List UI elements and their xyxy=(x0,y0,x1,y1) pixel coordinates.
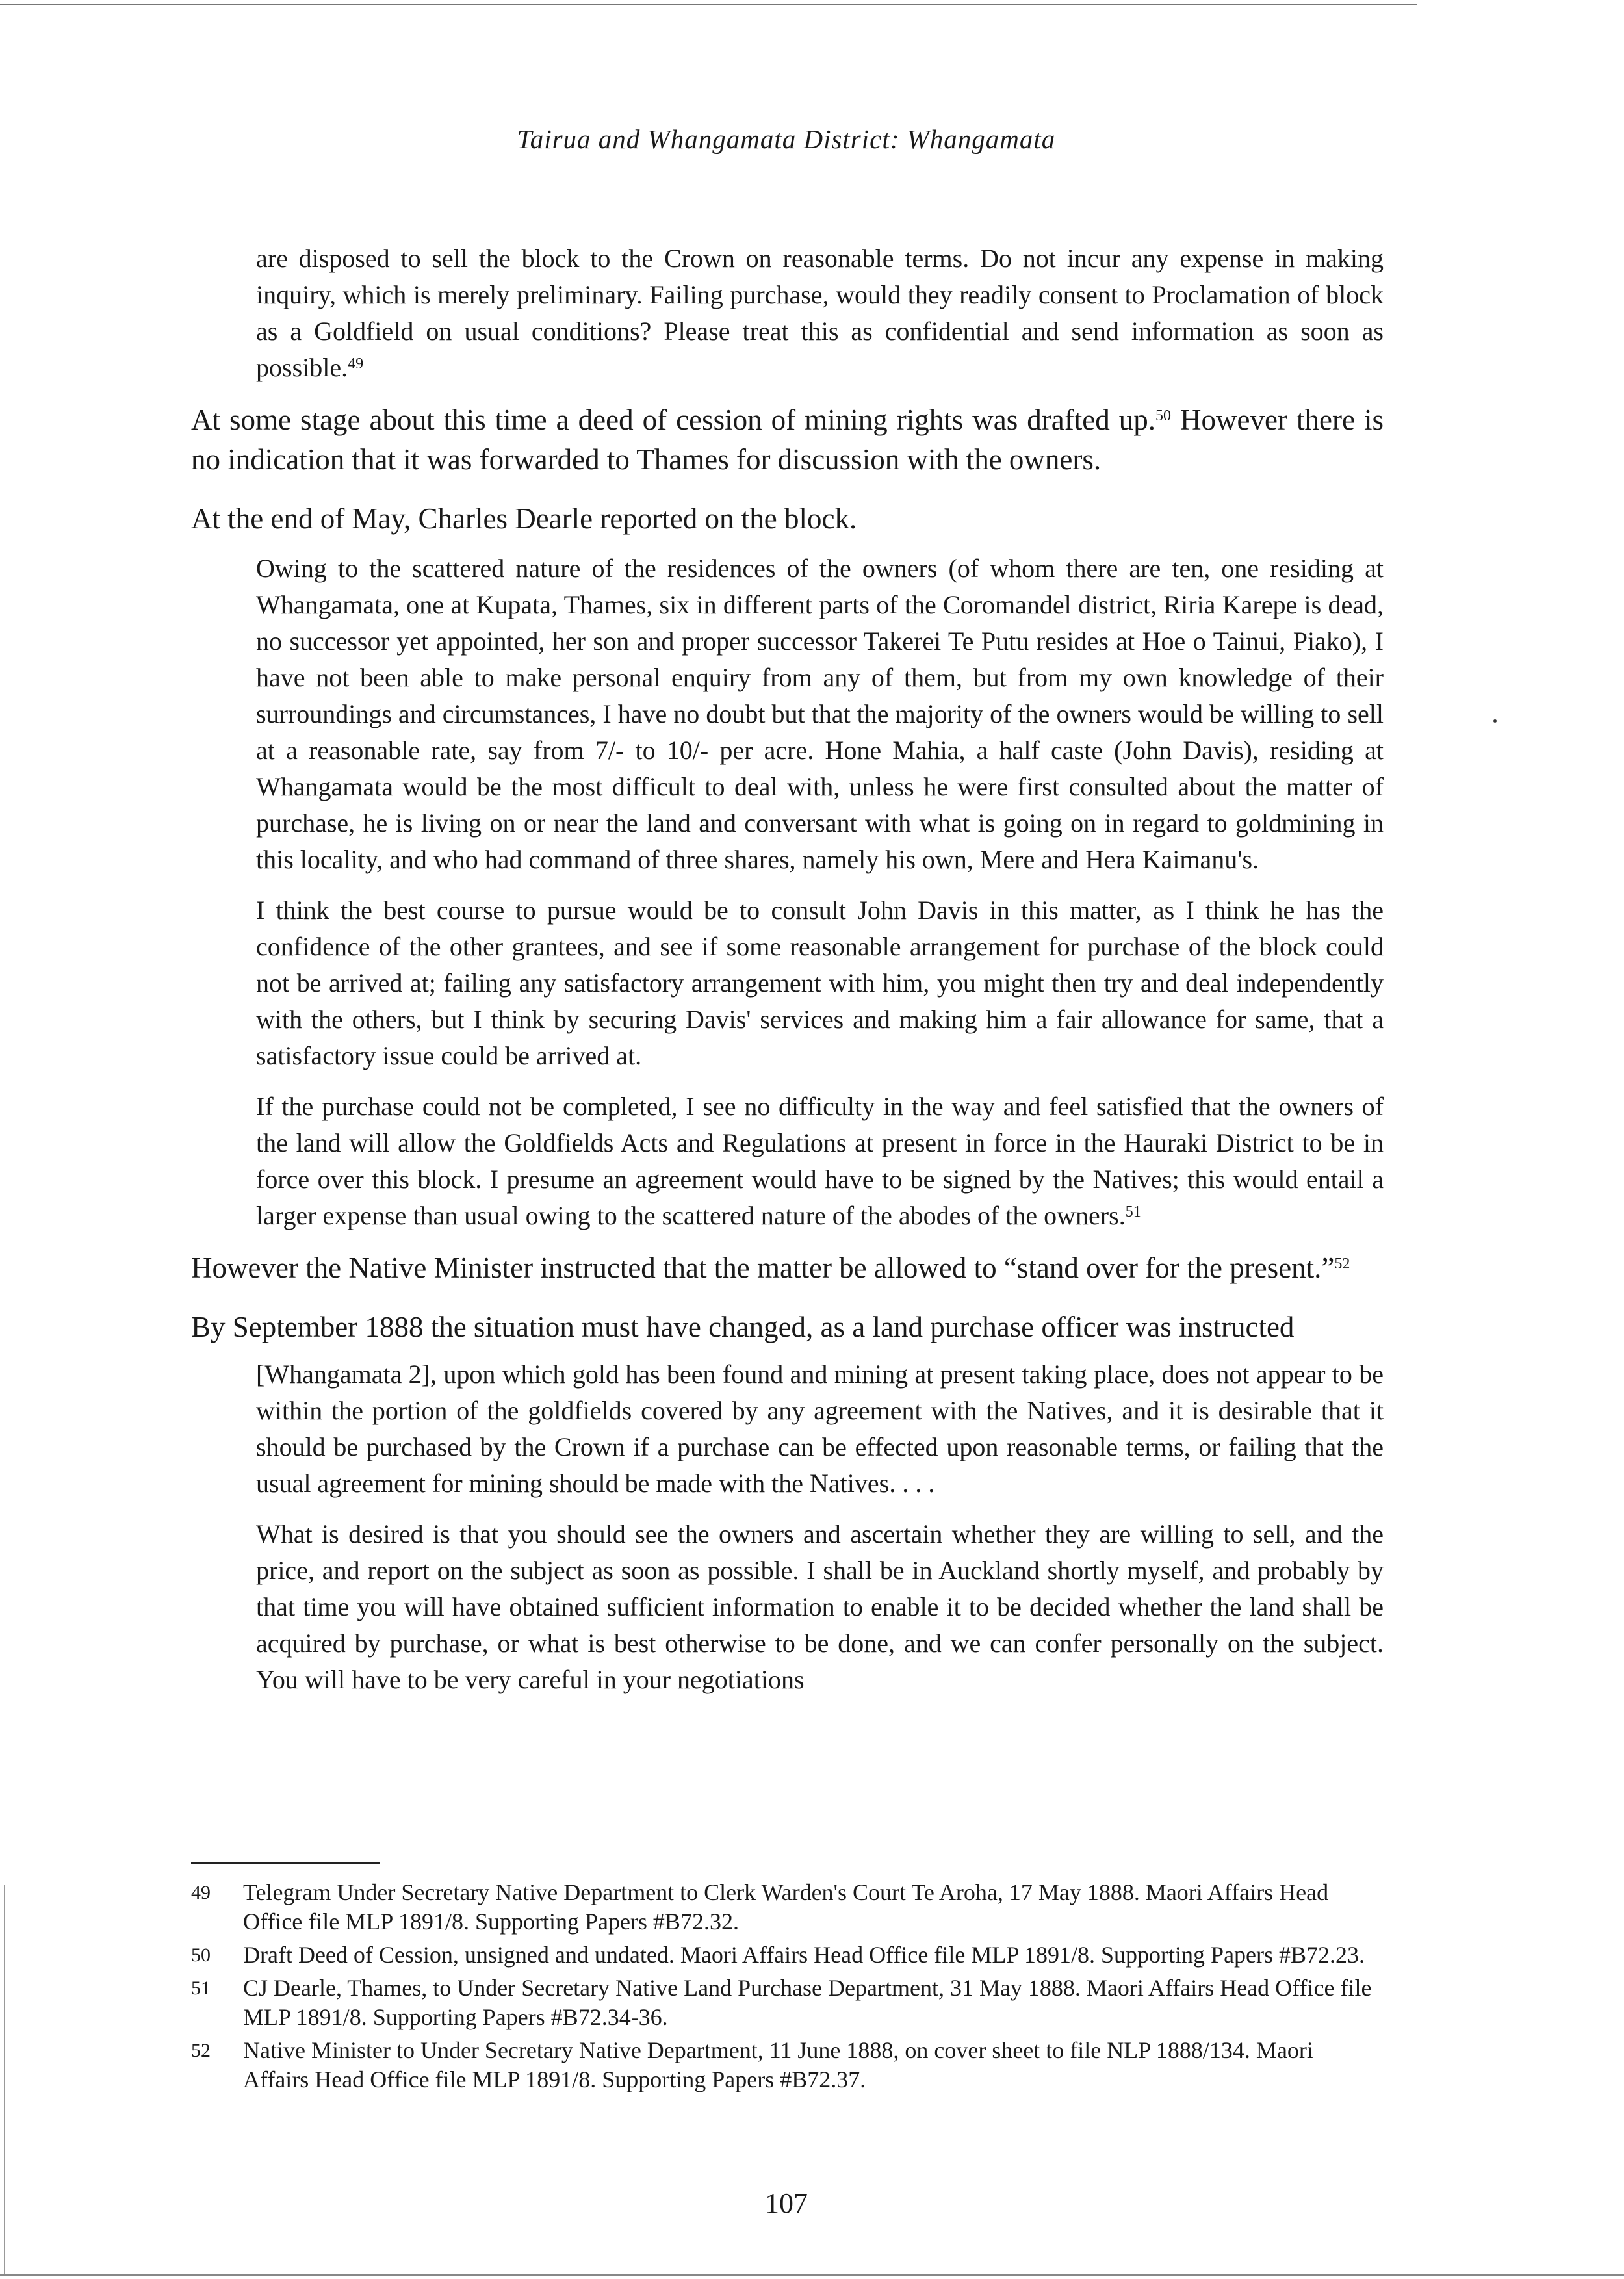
footnote xyxy=(191,2036,1384,2094)
footnote xyxy=(191,1878,1384,1937)
main-text xyxy=(191,240,1384,1712)
footnote-ref: 50 xyxy=(1155,407,1171,424)
block-quote xyxy=(256,1356,1384,1698)
bottom-rule xyxy=(0,2274,1624,2276)
paragraph: By September 1888 the situation must have changed, as a land purchase officer was instructed xyxy=(191,1311,1295,1343)
footnote xyxy=(191,1974,1384,2032)
footnote-number: 51 xyxy=(191,1977,211,1999)
page-number: 107 xyxy=(765,2187,808,2219)
footnote-rule xyxy=(191,1862,380,1864)
quote-paragraph: I think the best course to pursue would be to consult John Davis in this matter, as I think he has the confidence of the other grantees, and see if some reasonable arrangement for purchase of the block could not be arrived at; failing any satisfactory arrangement with him, you might then try and deal independently with the others, but I think by securing Davis' services and making him a fair allowance for same, that a satisfactory issue could be arrived at. xyxy=(256,895,1384,1070)
footnote-text: CJ Dearle, Thames, to Under Secretary Native Land Purchase Department, 31 May 1888. Maori Affairs Head Office file MLP 1891/8. Supporting Papers #B72.34-36. xyxy=(243,1975,1372,2030)
paragraph: At the end of May, Charles Dearle reported on the block. xyxy=(191,502,857,535)
paragraph-text: However the Native Minister instructed that the matter be allowed to “stand over for the present.” xyxy=(191,1252,1335,1284)
quote-text: are disposed to sell the block to the Crown on reasonable terms. Do not incur any expense in making inquiry, which is merely preliminary. Failing purchase, would they readily consent to Proclamation of block as a Goldfield on usual conditions? Please treat this as confidential and send information as soon as possible. xyxy=(256,244,1384,382)
quote-paragraph: [Whangamata 2], upon which gold has been found and mining at present taking place, does not appear to be within the portion of the goldfields covered by any agreement with the Natives, and it is desirable that it should be purchased by the Crown if a purchase can be effected upon reasonable terms, or failing that the usual agreement for mining should be made with the Natives. . . . xyxy=(256,1359,1384,1498)
paragraph xyxy=(191,400,1384,480)
footnote-ref: 51 xyxy=(1125,1204,1141,1220)
footnote-number: 50 xyxy=(191,1944,211,1966)
footnote-text: Native Minister to Under Secretary Native Department, 11 June 1888, on cover sheet to file NLP 1888/134. Maori Affairs Head Office file MLP 1891/8. Supporting Papers #B72.37. xyxy=(243,2037,1313,2092)
quote-paragraph: Owing to the scattered nature of the residences of the owners (of whom there are ten, one residing at Whangamata, one at Kupata, Thames, six in different parts of the Coromandel district, Riria Karepe is dead, no successor yet appointed, her son and proper successor Takerei Te Putu resides at Hoe o Tainui, Piako), I have not been able to make personal enquiry from any of them, but from my own knowledge of their surroundings and circumstances, I have no doubt but that the majority of the owners would be willing to sell at a reasonable rate, say from 7/- to 10/- per acre. Hone Mahia, a half caste (John Davis), residing at Whangamata would be the most difficult to deal with, unless he were first consulted about the matter of purchase, he is living on or near the land and conversant with what is going on in regard to goldmining in this locality, and who had command of three shares, namely his own, Mere and Hera Kaimanu's. xyxy=(256,554,1384,874)
block-quote xyxy=(256,550,1384,1234)
footnote-ref: 49 xyxy=(348,355,364,372)
footnote-text: Draft Deed of Cession, unsigned and undated. Maori Affairs Head Office file MLP 1891/8. Supporting Papers #B72.23. xyxy=(243,1942,1365,1968)
footnote-text: Telegram Under Secretary Native Department to Clerk Warden's Court Te Aroha, 17 May 1888. Maori Affairs Head Office file MLP 1891/8. Supporting Papers #B72.32. xyxy=(243,1879,1329,1935)
footnote-ref: 52 xyxy=(1334,1255,1350,1272)
stray-mark xyxy=(1493,719,1497,723)
block-quote xyxy=(256,240,1384,386)
footnote-number: 49 xyxy=(191,1882,211,1903)
running-head: Tairua and Whangamata District: Whangamata xyxy=(517,124,1056,154)
top-rule xyxy=(0,4,1417,5)
quote-paragraph: What is desired is that you should see the owners and ascertain whether they are willing to sell, and the price, and report on the subject as soon as possible. I shall be in Auckland shortly myself, and probably by that time you will have obtained sufficient information to enable it to be decided whether the land shall be acquired by purchase, or what is best otherwise to be done, and we can confer personally on the subject. You will have to be very careful in your negotiations xyxy=(256,1519,1384,1694)
paragraph-text: At some stage about this time a deed of cession of mining rights was drafted up. xyxy=(191,404,1155,436)
footnote-number: 52 xyxy=(191,2040,211,2061)
paragraph xyxy=(191,1248,1384,1288)
footnote xyxy=(191,1940,1384,1970)
footnotes xyxy=(191,1878,1384,2098)
paragraph-text-continued: However there is no indication that it was forwarded to Thames for discussion with the owners. xyxy=(191,404,1384,476)
quote-paragraph: If the purchase could not be completed, I see no difficulty in the way and feel satisfied that the owners of the land will allow the Goldfields Acts and Regulations at present in force in the Hauraki District to be in force over this block. I presume an agreement would have to be signed by the Natives; this would entail a larger expense than usual owing to the scattered nature of the abodes of the owners. xyxy=(256,1092,1384,1230)
